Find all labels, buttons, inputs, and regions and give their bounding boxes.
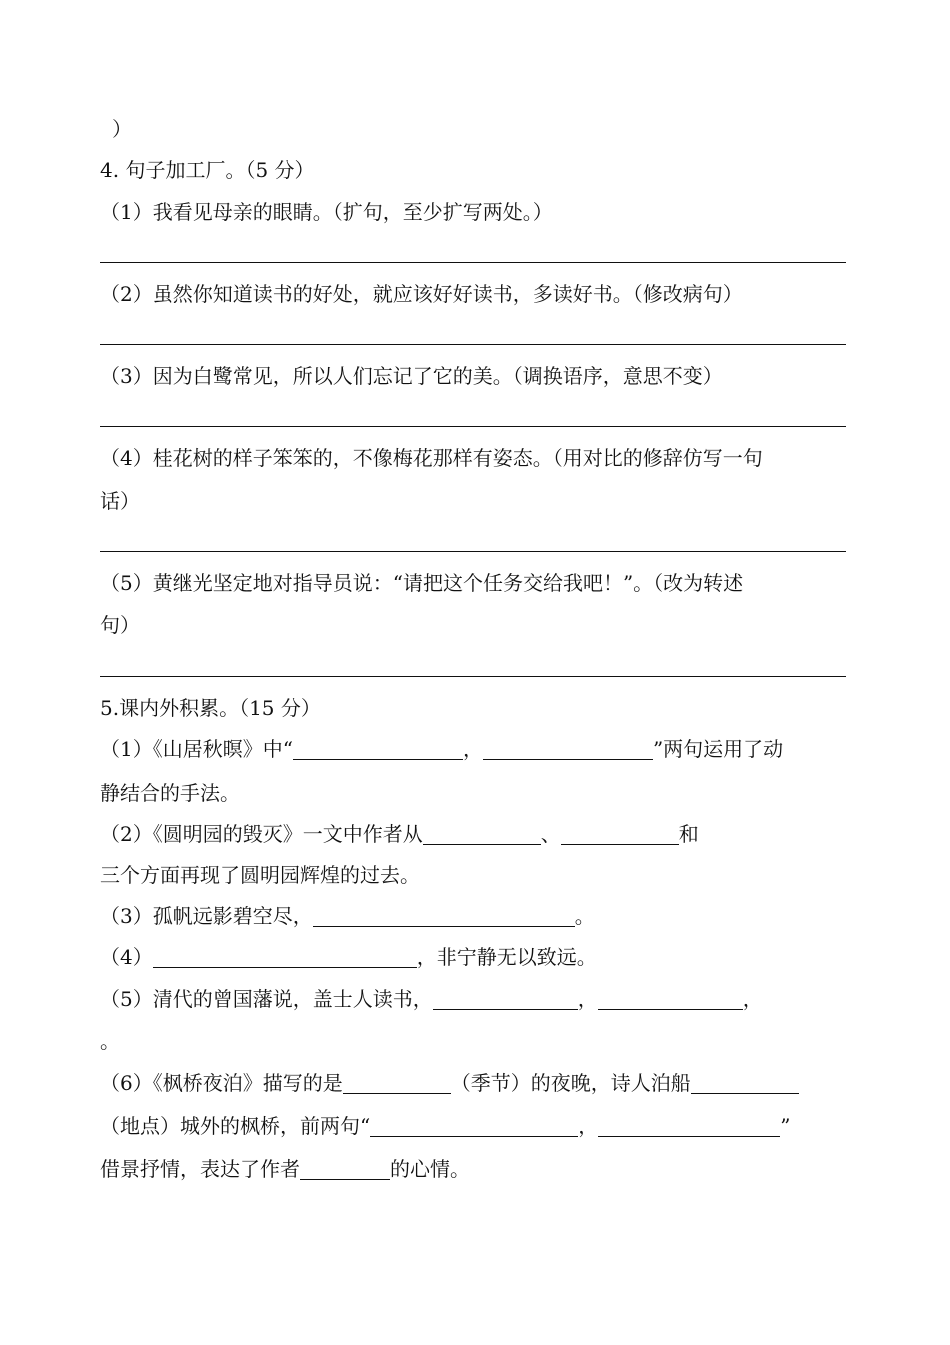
blank-6-mood[interactable] — [300, 1159, 390, 1180]
q4-item-4-cont: 话） — [100, 489, 140, 513]
q5-item-5-cont: 。 — [100, 1029, 120, 1053]
q4-item-1: （1）我看见母亲的眼睛。（扩句，至少扩写两处。） — [100, 200, 553, 224]
blank-1a[interactable] — [293, 739, 463, 760]
blank-3[interactable] — [313, 906, 575, 927]
blank-4[interactable] — [153, 947, 417, 968]
q4-item-5-cont: 句） — [100, 613, 140, 637]
q5-item-4: （4） ，非宁静无以致远。 — [100, 945, 597, 969]
blank-6-season[interactable] — [343, 1073, 451, 1094]
top-closing-paren: ） — [112, 117, 132, 141]
blank-6-place[interactable] — [691, 1073, 799, 1094]
blank-5b[interactable] — [598, 989, 743, 1010]
q5-item-2: （2）《圆明园的毁灭》一文中作者从 、 和 — [100, 822, 699, 846]
q4-item-2: （2）虽然你知道读书的好处，就应该好好读书，多读好书。（修改病句） — [100, 282, 743, 306]
blank-6b[interactable] — [598, 1116, 780, 1137]
q5-item-1: （1）《山居秋暝》中“ ， ”两句运用了动 — [100, 737, 784, 761]
q5-item-3: （3）孤帆远影碧空尽， 。 — [100, 904, 595, 928]
q4-item-3: （3）因为白鹭常见，所以人们忘记了它的美。（调换语序，意思不变） — [100, 364, 723, 388]
q4-answer-line-1[interactable] — [100, 262, 846, 263]
blank-2b[interactable] — [561, 824, 679, 845]
q5-item-6: （6）《枫桥夜泊》描写的是 （季节）的夜晚，诗人泊船 — [100, 1070, 799, 1096]
q5-item-2-cont: 三个方面再现了圆明园辉煌的过去。 — [100, 863, 420, 887]
q4-answer-line-5[interactable] — [100, 676, 846, 677]
q4-answer-line-3[interactable] — [100, 426, 846, 427]
blank-6a[interactable] — [370, 1116, 578, 1137]
q4-answer-line-4[interactable] — [100, 551, 846, 552]
q5-item-6-cont: （地点）城外的枫桥，前两句“ ， ” — [100, 1114, 791, 1138]
q5-title: 5.课内外积累。（15 分） — [100, 696, 321, 720]
q5-item-1-cont: 静结合的手法。 — [100, 781, 240, 805]
q5-item-6-cont2: 借景抒情，表达了作者 的心情。 — [100, 1157, 470, 1181]
blank-2a[interactable] — [423, 824, 541, 845]
blank-5a[interactable] — [433, 989, 578, 1010]
q4-item-5: （5）黄继光坚定地对指导员说：“请把这个任务交给我吧！”。（改为转述 — [100, 571, 744, 595]
q4-title: 4. 句子加工厂。（5 分） — [100, 158, 315, 182]
blank-1b[interactable] — [483, 739, 653, 760]
q4-answer-line-2[interactable] — [100, 344, 846, 345]
q4-item-4: （4）桂花树的样子笨笨的，不像梅花那样有姿态。（用对比的修辞仿写一句 — [100, 446, 763, 470]
q5-item-5: （5）清代的曾国藩说，盖士人读书， ， ， — [100, 987, 763, 1011]
